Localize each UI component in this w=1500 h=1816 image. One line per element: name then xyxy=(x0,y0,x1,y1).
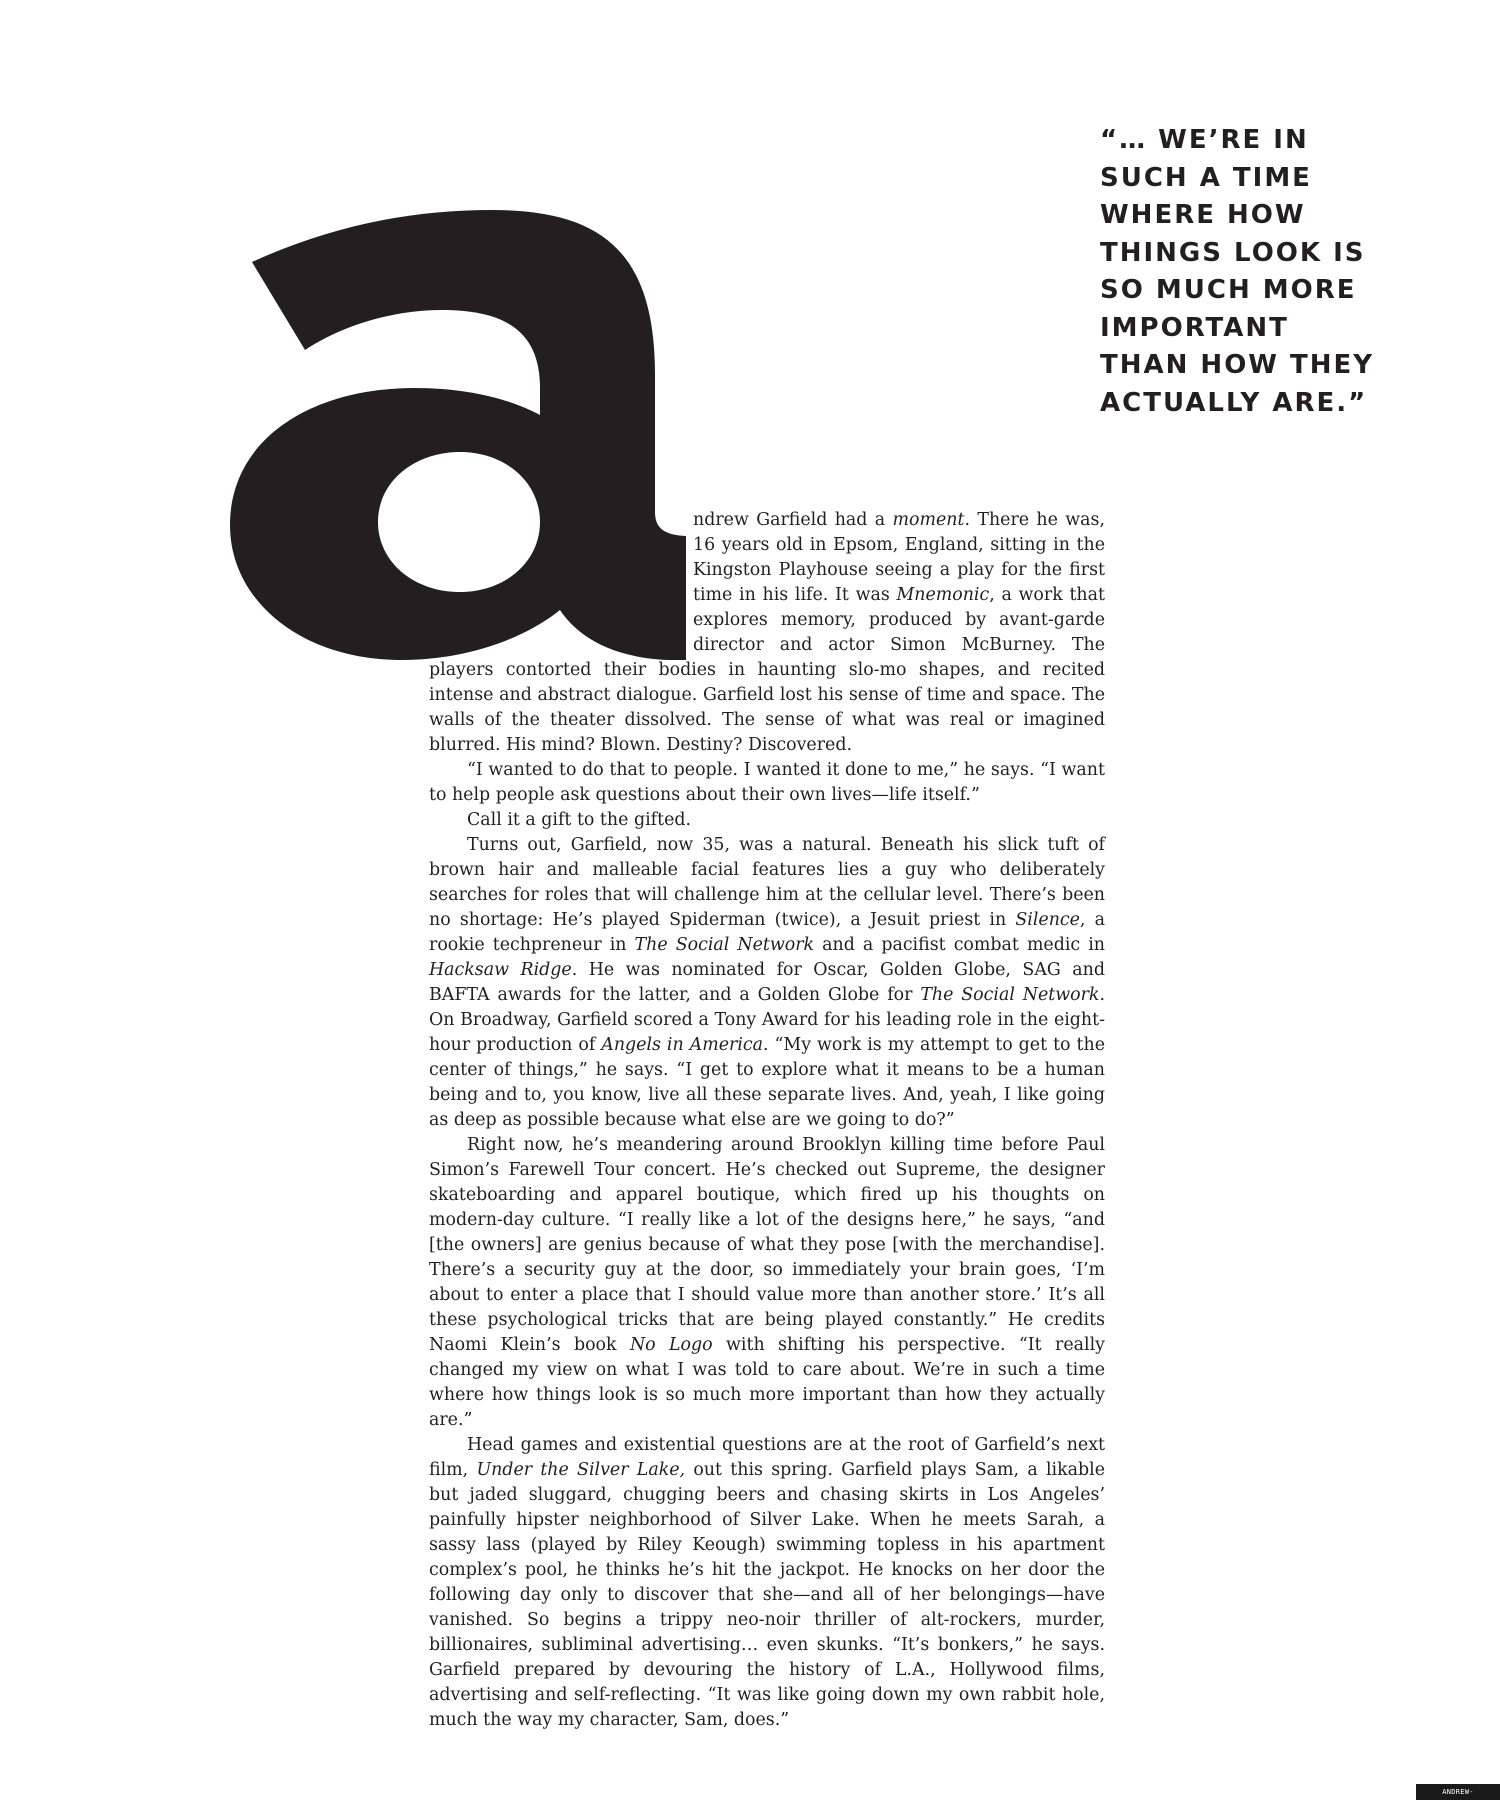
article-paragraph xyxy=(429,1433,1105,1733)
body-text: ndrew Garfield had a xyxy=(693,510,893,530)
pull-quote xyxy=(1100,122,1480,422)
body-text: Turns out, Garfield, now 35, was a natural. Beneath his slick tuft of brown hair and malleable facial features lies a guy who deliberately searches for roles that will challenge him at the cellular level. There’s been no shortage: He’s played Spiderman (twice), a Jesuit priest in xyxy=(429,835,1105,930)
site-watermark[interactable]: ANDREW-GARFIELD.COM xyxy=(1416,1784,1500,1800)
body-text: with shifting his perspective. “It really changed my view on what I was told to care about. We’re in such a time where how things look is so much more important than how they actually are.” xyxy=(429,1335,1105,1430)
body-text: . “My work is my attempt to get to the center of things,” he says. “I get to explore what it means to be a human being and to, you know, live all these separate lives. And, yeah, I like going as deep as possible because what else are we going to do?” xyxy=(429,1035,1105,1130)
pull-quote-line: WHERE HOW xyxy=(1100,200,1306,230)
italic-title-text: Mnemonic xyxy=(896,585,990,605)
body-text: Call it a gift to the gifted. xyxy=(467,810,692,830)
body-text: , a rookie techpreneur in xyxy=(429,910,1105,955)
pull-quote-line: THINGS LOOK IS xyxy=(1100,237,1366,268)
body-text: . He was nominated for Oscar, Golden Globe, SAG and BAFTA awards for the latter, and a Golden Globe for xyxy=(429,960,1105,1005)
pull-quote-line: SO MUCH MORE xyxy=(1100,275,1357,305)
body-text: , a work that explores memory, produced by avant-garde director and actor Simon McBurney. The players contorted their bodies in haunting slo-mo shapes, and recited intense and abstract dialogue. Garfield lost his sense of time and space. The walls of the theater dissolved. The sense of what was real or imagined blurred. His mind? Blown. Destiny? Discovered. xyxy=(429,585,1105,755)
article-paragraph xyxy=(429,808,1105,833)
body-text: out this spring. Garfield plays Sam, a likable but jaded sluggard, chugging beers and chasing skirts in Los Angeles’ painfully hipster neighborhood of Silver Lake. When he meets Sarah, a sassy lass (played by Riley Keough) swimming topless in his apartment complex’s pool, he thinks he’s hit the jackpot. He knocks on her door the following day only to discover that she—and all of her belongings—have vanished. So begins a trippy neo-noir thriller of alt-rockers, murder, billionaires, subliminal advertising… even skunks. “It’s bonkers,” he says. Garfield prepared by devouring the history of L.A., Hollywood films, advertising and self-reflecting. “It was like going down my own rabbit hole, much the way my character, Sam, does.” xyxy=(429,1460,1105,1730)
article-paragraph xyxy=(429,758,1105,808)
italic-title-text: The Social Network xyxy=(920,985,1100,1005)
italic-title-text: The Social Network xyxy=(634,935,815,955)
body-text: . There he was, 16 years old in Epsom, England, sitting in the Kingston Playhouse seeing a play for the first time in his life. It was xyxy=(693,510,1105,605)
body-text: . On Broadway, Garfield scored a Tony Award for his leading role in the eight-hour production of xyxy=(429,985,1105,1055)
body-text: Head games and existential questions are at the root of Garfield’s next film, xyxy=(429,1435,1105,1480)
italic-title-text: Angels in America xyxy=(601,1035,763,1055)
italic-title-text: No Logo xyxy=(629,1335,713,1355)
body-text: Right now, he’s meandering around Brooklyn killing time before Paul Simon’s Farewell Tour concert. He’s checked out Supreme, the designer skateboarding and apparel boutique, which fired up his thoughts on modern-day culture. “I really like a lot of the designs here,” he says, “and [the owners] are genius because of what they pose [with the merchandise]. There’s a security guy at the door, so immediately your brain goes, ‘I’m about to enter a place that I should value more than another store.’ It’s all these psychological tricks that are being played constantly.” He credits Naomi Klein’s book xyxy=(429,1135,1105,1355)
article-body xyxy=(429,508,1105,1733)
drop-cap-spacer xyxy=(429,508,693,658)
pull-quote-line: IMPORTANT xyxy=(1100,312,1289,343)
pull-quote-line: THAN HOW THEY xyxy=(1100,350,1375,380)
pull-quote-line: “… WE’RE IN xyxy=(1100,125,1309,155)
italic-title-text: moment xyxy=(892,510,965,530)
italic-title-text: Silence xyxy=(1015,910,1080,930)
body-text: and a pacifist combat medic in xyxy=(814,935,1105,955)
italic-title-text: Under the Silver Lake, xyxy=(476,1460,686,1480)
article-paragraph xyxy=(429,1133,1105,1433)
article-paragraph xyxy=(429,833,1105,1133)
body-text: “I wanted to do that to people. I wanted it done to me,” he says. “I want to help people ask questions about their own lives—life itself.” xyxy=(429,760,1105,805)
pull-quote-line: ACTUALLY ARE.” xyxy=(1100,387,1368,418)
italic-title-text: Hacksaw Ridge xyxy=(429,960,572,980)
pull-quote-line: SUCH A TIME xyxy=(1100,162,1312,193)
